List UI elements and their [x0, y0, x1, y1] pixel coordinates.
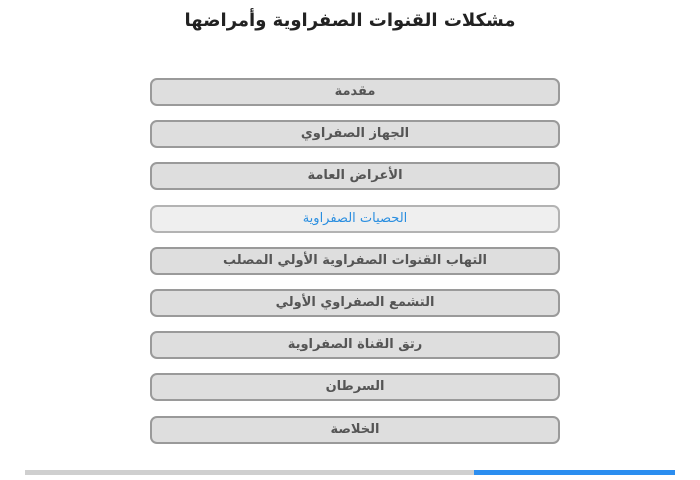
menu-item-biliary-system[interactable]: الجهاز الصفراوي — [150, 120, 560, 148]
menu-item-biliary-atresia[interactable]: رتق القناة الصفراوية — [150, 331, 560, 359]
menu-item-cancer[interactable]: السرطان — [150, 373, 560, 401]
progress-bar-fill — [474, 470, 676, 475]
menu-item-introduction[interactable]: مقدمة — [150, 78, 560, 106]
menu-item-primary-sclerosing-cholangitis[interactable]: التهاب القنوات الصفراوية الأولي المصلب — [150, 247, 560, 275]
menu-item-primary-biliary-cirrhosis[interactable]: التشمع الصفراوي الأولي — [150, 289, 560, 317]
menu-item-general-symptoms[interactable]: الأعراض العامة — [150, 162, 560, 190]
menu-item-gallstones[interactable]: الحصيات الصفراوية — [150, 205, 560, 233]
menu-item-summary[interactable]: الخلاصة — [150, 416, 560, 444]
page-title: مشكلات القنوات الصفراوية وأمراضها — [184, 10, 516, 31]
chapter-menu — [150, 78, 560, 458]
progress-bar — [25, 470, 675, 475]
